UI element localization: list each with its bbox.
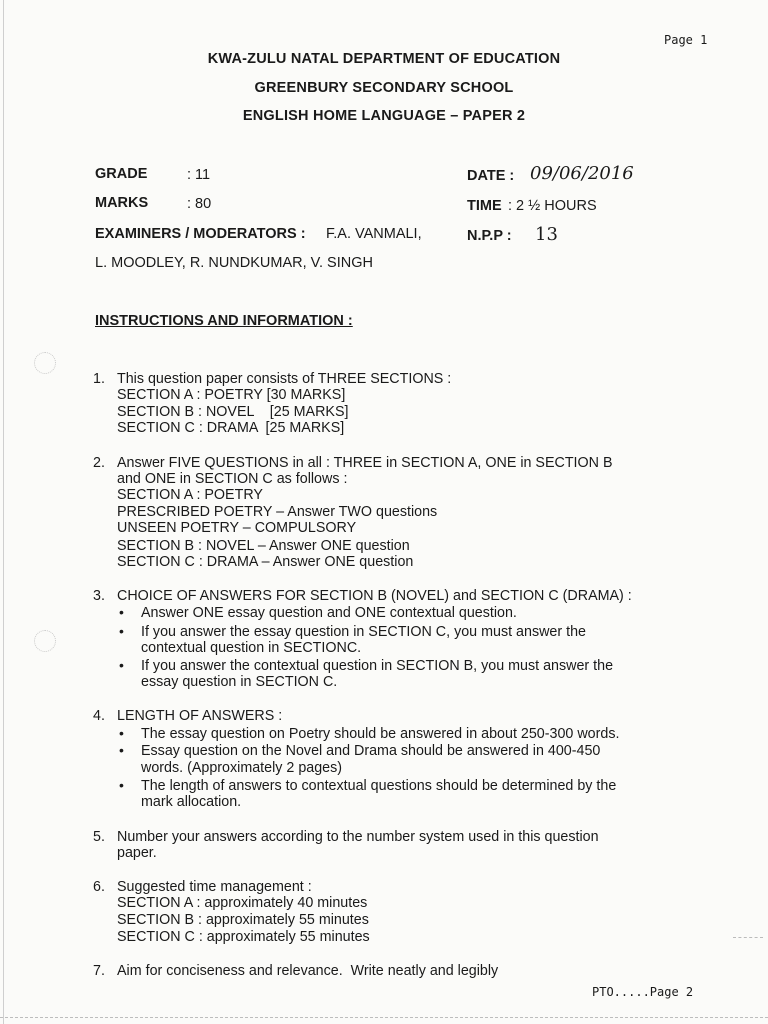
item-3-bullet: Answer ONE essay question and ONE contextual question.: [141, 605, 517, 621]
item-2-line: Answer FIVE QUESTIONS in all : THREE in SECTION A, ONE in SECTION B: [117, 455, 613, 471]
item-number: 4.: [93, 708, 105, 724]
scan-left-edge: [3, 0, 4, 1024]
bullet-icon: •: [119, 742, 124, 758]
bullet-icon: •: [119, 657, 124, 673]
item-1-line: This question paper consists of THREE SECTIONS :: [117, 371, 452, 387]
item-5-line: paper.: [117, 845, 157, 861]
time-label: TIME: [467, 198, 502, 214]
examiners-label: EXAMINERS / MODERATORS :: [95, 226, 306, 242]
item-number: 3.: [93, 588, 105, 604]
header-school: GREENBURY SECONDARY SCHOOL: [254, 80, 514, 96]
item-4-bullet: words. (Approximately 2 pages): [141, 760, 343, 776]
item-4-bullet: mark allocation.: [141, 794, 242, 810]
item-3-bullet: If you answer the contextual question in SECTION B, you must answer the: [141, 658, 614, 674]
item-6-line: SECTION C : approximately 55 minutes: [117, 929, 370, 945]
examiners-continued: L. MOODLEY, R. NUNDKUMAR, V. SINGH: [95, 255, 373, 271]
item-number: 1.: [93, 371, 105, 387]
item-2-line: PRESCRIBED POETRY – Answer TWO questions: [117, 504, 438, 520]
item-4-bullet: The length of answers to contextual questions should be determined by the: [141, 778, 617, 794]
item-4-line: LENGTH OF ANSWERS :: [117, 708, 283, 724]
item-2-line: SECTION B : NOVEL – Answer ONE question: [117, 538, 410, 554]
item-3-line: CHOICE OF ANSWERS FOR SECTION B (NOVEL) and SECTION C (DRAMA) :: [117, 588, 632, 604]
marks-label: MARKS: [95, 195, 149, 211]
item-2-line: UNSEEN POETRY – COMPULSORY: [117, 520, 357, 536]
item-7-line: Aim for conciseness and relevance. Write neatly and legibly: [117, 963, 499, 979]
header-paper: ENGLISH HOME LANGUAGE – PAPER 2: [242, 108, 526, 124]
item-6-line: SECTION B : approximately 55 minutes: [117, 912, 369, 928]
scan-right-mark: [733, 937, 763, 938]
grade-label: GRADE: [95, 166, 148, 182]
npp-label: N.P.P :: [467, 228, 512, 244]
scan-bottom-edge: [0, 1017, 768, 1018]
item-number: 7.: [93, 963, 105, 979]
item-5-line: Number your answers according to the number system used in this question: [117, 829, 599, 845]
header-department: KWA-ZULU NATAL DEPARTMENT OF EDUCATION: [207, 51, 561, 67]
item-3-bullet: If you answer the essay question in SECTION C, you must answer the: [141, 624, 586, 640]
page-continue-note: PTO.....Page 2: [592, 985, 694, 999]
item-4-bullet: Essay question on the Novel and Drama should be answered in 400-450: [141, 743, 601, 759]
item-3-bullet: contextual question in SECTIONC.: [141, 640, 362, 656]
item-2-line: and ONE in SECTION C as follows :: [117, 471, 348, 487]
item-2-line: SECTION A : POETRY: [117, 487, 263, 503]
item-number: 5.: [93, 829, 105, 845]
bullet-icon: •: [119, 777, 124, 793]
item-1-line: SECTION C : DRAMA [25 MARKS]: [117, 420, 345, 436]
item-6-line: SECTION A : approximately 40 minutes: [117, 895, 368, 911]
punch-hole-mark: [34, 630, 56, 652]
instructions-heading: INSTRUCTIONS AND INFORMATION :: [95, 313, 353, 329]
item-number: 2.: [93, 455, 105, 471]
time-value: : 2 ½ HOURS: [508, 198, 597, 214]
date-label: DATE :: [467, 168, 515, 184]
bullet-icon: •: [119, 725, 124, 741]
item-1-line: SECTION A : POETRY [30 MARKS]: [117, 387, 346, 403]
punch-hole-mark: [34, 352, 56, 374]
page-number-top: Page 1: [664, 33, 708, 47]
bullet-icon: •: [119, 623, 124, 639]
marks-value: : 80: [187, 196, 212, 212]
npp-value-handwritten: 13: [535, 224, 558, 245]
grade-value: : 11: [187, 167, 211, 183]
item-4-bullet: The essay question on Poetry should be answered in about 250-300 words.: [141, 726, 620, 742]
examiners-value: F.A. VANMALI,: [326, 226, 422, 242]
date-value-handwritten: 09/06/2016: [530, 163, 634, 184]
bullet-icon: •: [119, 604, 124, 620]
item-3-bullet: essay question in SECTION C.: [141, 674, 338, 690]
item-2-line: SECTION C : DRAMA – Answer ONE question: [117, 554, 414, 570]
item-1-line: SECTION B : NOVEL [25 MARKS]: [117, 404, 349, 420]
item-number: 6.: [93, 879, 105, 895]
item-6-line: Suggested time management :: [117, 879, 312, 895]
